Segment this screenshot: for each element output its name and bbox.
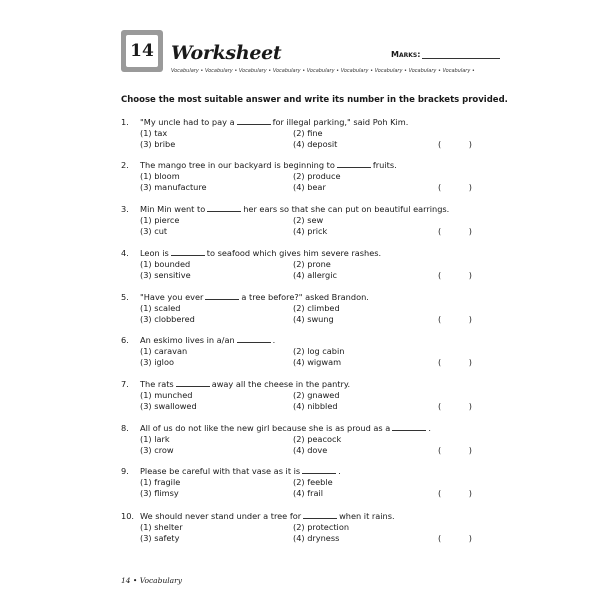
option-3: (3) swallowed [140,401,197,411]
option-3: (3) sensitive [140,270,191,280]
option-4: (4) wigwam [293,357,342,367]
answer-blank [392,423,426,431]
marks-field [391,50,500,59]
bracket-open: ( [438,314,442,324]
question-stem [140,292,369,303]
question-stem [140,160,397,171]
option-4: (4) dryness [293,533,340,543]
bracket-open: ( [438,401,442,411]
option-3: (3) flimsy [140,488,179,498]
option-4: (4) nibbled [293,401,338,411]
option-2: (2) peacock [293,434,342,444]
stem-after-blank: her ears so that she can put on beautiful earrings. [243,204,450,214]
bracket-close: ) [468,533,472,543]
stem-before-blank: Leon is [140,248,169,258]
answer-brackets [438,270,472,281]
stem-before-blank: The rats [140,379,174,389]
bracket-close: ) [468,357,472,367]
stem-after-blank: away all the cheese in the pantry. [211,379,351,389]
option-1: (1) bounded [140,259,191,269]
question-number: 6. [121,335,129,345]
vocabulary-strip: Vocabulary • Vocabulary • Vocabulary • Vocabulary • Vocabulary • Vocabulary • Vocabulary • Vocabulary • Vocabulary • [171,68,475,74]
bracket-open: ( [438,270,442,280]
answer-blank [302,466,336,474]
question-number: 8. [121,423,129,433]
question-number: 7. [121,379,129,389]
answer-blank [171,248,205,256]
stem-before-blank: We should never stand under a tree for [140,511,302,521]
worksheet-number-badge [121,30,163,72]
answer-brackets [438,488,472,499]
option-2: (2) prone [293,259,331,269]
stem-before-blank: All of us do not like the new girl because she is as proud as a [140,423,391,433]
option-1: (1) munched [140,390,193,400]
option-4: (4) allergic [293,270,337,280]
option-3: (3) bribe [140,139,176,149]
option-1: (1) pierce [140,215,180,225]
answer-brackets [438,139,472,150]
stem-after-blank: . [272,335,276,345]
bracket-close: ) [468,270,472,280]
option-3: (3) manufacture [140,182,207,192]
stem-before-blank: Min Min went to [140,204,206,214]
bracket-open: ( [438,226,442,236]
option-2: (2) feeble [293,477,333,487]
stem-after-blank: to seafood which gives him severe rashes. [206,248,382,258]
option-4: (4) dove [293,445,328,455]
option-2: (2) gnawed [293,390,340,400]
answer-brackets [438,226,472,237]
option-3: (3) cut [140,226,168,236]
option-4: (4) prick [293,226,328,236]
question-stem [140,117,408,128]
answer-blank [237,335,271,343]
question-stem [140,466,341,477]
answer-brackets [438,401,472,412]
answer-brackets [438,445,472,456]
bracket-close: ) [468,401,472,411]
question-number: 9. [121,466,129,476]
option-1: (1) caravan [140,346,188,356]
question-number: 5. [121,292,129,302]
bracket-close: ) [468,445,472,455]
question-stem [140,335,275,346]
question-number: 4. [121,248,129,258]
answer-blank [207,204,241,212]
question-stem [140,204,449,215]
question-number: 10. [121,511,135,521]
option-2: (2) sew [293,215,324,225]
stem-after-blank: . [338,466,341,476]
stem-after-blank: when it rains. [339,511,395,521]
stem-after-blank: fruits. [372,160,397,170]
bracket-open: ( [438,182,442,192]
question-number: 2. [121,160,129,170]
option-1: (1) shelter [140,522,183,532]
option-1: (1) bloom [140,171,180,181]
stem-after-blank: a tree before?" asked Brandon. [241,292,369,302]
option-2: (2) protection [293,522,350,532]
worksheet-title: Worksheet [171,42,282,64]
option-2: (2) climbed [293,303,340,313]
option-3: (3) crow [140,445,174,455]
option-2: (2) fine [293,128,323,138]
bracket-open: ( [438,139,442,149]
bracket-open: ( [438,488,442,498]
option-4: (4) bear [293,182,326,192]
answer-blank [337,160,371,168]
instruction-text: Choose the most suitable answer and write its number in the brackets provided. [121,95,508,105]
question-stem [140,379,350,390]
option-1: (1) tax [140,128,168,138]
option-1: (1) scaled [140,303,181,313]
stem-after-blank: for illegal parking," said Poh Kim. [272,117,409,127]
bracket-close: ) [468,226,472,236]
option-2: (2) log cabin [293,346,345,356]
answer-brackets [438,314,472,325]
answer-blank [303,511,337,519]
marks-line [422,50,500,59]
stem-before-blank: Please be careful with that vase as it is [140,466,301,476]
answer-brackets [438,182,472,193]
stem-after-blank: . [428,423,431,433]
bracket-open: ( [438,533,442,543]
option-3: (3) igloo [140,357,174,367]
question-stem [140,248,381,259]
option-3: (3) safety [140,533,180,543]
bracket-open: ( [438,445,442,455]
marks-label: Marks: [391,50,421,59]
option-1: (1) fragile [140,477,181,487]
bracket-open: ( [438,357,442,367]
stem-before-blank: An eskimo lives in a/an [140,335,235,345]
question-number: 3. [121,204,129,214]
question-stem [140,423,431,434]
page-footer: 14 • Vocabulary [121,576,182,585]
bracket-close: ) [468,314,472,324]
option-4: (4) swung [293,314,334,324]
answer-blank [205,292,239,300]
answer-brackets [438,533,472,544]
worksheet-number: 14 [126,35,158,67]
option-3: (3) clobbered [140,314,195,324]
answer-blank [176,379,210,387]
answer-blank [237,117,271,125]
bracket-close: ) [468,182,472,192]
stem-before-blank: "My uncle had to pay a [140,117,235,127]
option-1: (1) lark [140,434,170,444]
stem-before-blank: The mango tree in our backyard is beginning to [140,160,335,170]
question-number: 1. [121,117,129,127]
option-2: (2) produce [293,171,341,181]
answer-brackets [438,357,472,368]
question-stem [140,511,395,522]
stem-before-blank: "Have you ever [140,292,204,302]
bracket-close: ) [468,488,472,498]
option-4: (4) frail [293,488,324,498]
bracket-close: ) [468,139,472,149]
option-4: (4) deposit [293,139,338,149]
